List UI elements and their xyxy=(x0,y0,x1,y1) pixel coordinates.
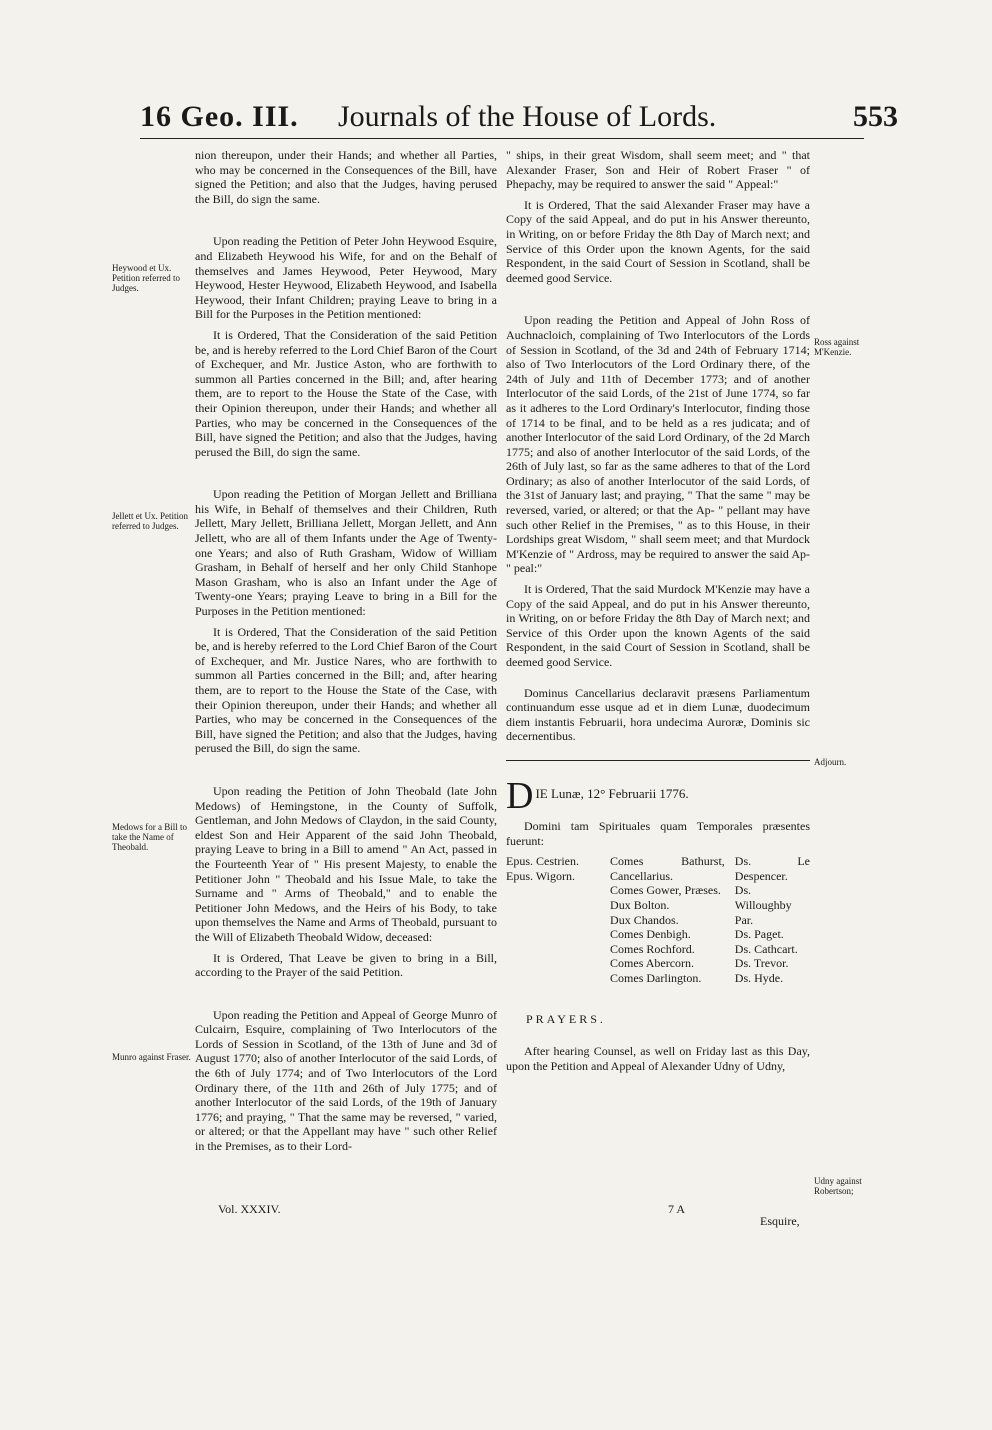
margin-note-heywood: Heywood et Ux. Petition referred to Judges. xyxy=(112,263,180,293)
die-heading xyxy=(506,779,810,813)
paragraph: " ships, in their great Wisdom, shall seem meet; and " that Alexander Fraser, Son and Heir of Robert Fraser " of Phepachy, may be required to answer the said " Appeal:" xyxy=(506,148,810,192)
margin-note-adjourn: Adjourn. xyxy=(814,757,847,767)
catchword: Esquire, xyxy=(760,1214,800,1228)
header-rule xyxy=(140,138,864,139)
paragraph: It is Ordered, That the Consideration of the said Petition be, and is hereby referred to the Lord Chief Baron of the Court of Exchequer, and Mr. Justice Nares, who are forthwith to summon all Parties concerned in the Bill; and, after hearing them, are to report to the House the State of the Case, with their Opinion thereupon, under their Hands; and whether all Parties, who may be concerned in the Consequences of the Bill, have signed the Petition; and also that the Judges, having perused the Bill, do sign the same. xyxy=(195,624,497,756)
header-regnal-year: 16 Geo. III. xyxy=(140,100,299,133)
paragraph: Upon reading the Petition of John Theobald (late John Medows) of Hemingstone, in the County of Suffolk, Gentleman, and John Medows of Claydon, in the said County, eldest Son and Heir Apparent of the said John Theobald, praying Leave to bring in a Bill to amend " An Act, passed in the Fourteenth Year of " His present Majesty, to enable the Petitioner John " Theobald and his Issue Male, to take the Surname and " Arms of Theobald," and to enable the Petitioner John Medows, and the Heirs of his Body, to take upon themselves the Name and Arms of Theobald, pursuant to the Will of Elizabeth Theobald Widow, deceased: xyxy=(195,783,497,944)
paragraph: Upon reading the Petition and Appeal of John Ross of Auchnacloich, complaining of Two Interlocutors of the Lords of Session in Scotland, of the 3d and 24th of February 1714; also of Two Interlocutors of the Lord Ordinary there, of the 24th of July and 11th of December 1773; and of another Interlocutor of the said Lords, of the 21st of June 1774, so far as it adheres to the Lord Ordinary's Interlocutor, finding those of 1714 to be final, and to be held as a res judicata; and of another Interlocutor of the said Lord Ordinary, of the 2d March 1775; and also of another Interlocutor of the said Lords, of the 26th of July last, so far as the same adheres to that of the Lord Ordinary; as also of another Interlocutor of the said Lords, of the 31st of January last; and praying, " That the same " may be reversed, varied, or altered; or that the Ap- " pellant may have such other Relief in the Premises, " as to this House, in their Lordships great Wisdom, " shall seem meet; and that Murdock M'Kenzie of " Ardross, may be required to answer the said Ap- " peal:" xyxy=(506,313,810,576)
paragraph: Upon reading the Petition and Appeal of George Munro of Culcairn, Esquire, complaining of Two Interlocutors of the Lords of Session in Scotland, of the 13th of June and 3d of August 1770; also of another Interlocutor of the said Lords, of the 6th of July 1774; and of Two Interlocutors of the Lord Ordinary there, of the 11th and 26th of July 1775; and of another Interlocutor of the said Lords, of the 19th of January 1776; and praying, " That the same may be reversed, " varied, or altered; or that the Appellant may have " such other Relief in the Premises, as to their Lord- xyxy=(195,1007,497,1154)
paragraph: Upon reading the Petition of Peter John Heywood Esquire, and Elizabeth Heywood his Wife, for and on the Behalf of themselves and James Heywood, Peter Heywood, Mary Heywood, Hester Heywood, Elizabeth Heywood, and Isabella Heywood, their Infant Children; praying Leave to bring in a Bill for the Purposes in the Petition mentioned: xyxy=(195,234,497,322)
roster-earls: Comes Bathurst, Cancellarius. Comes Gower, Præses. Dux Bolton. Dux Chandos. Comes Denbigh. Comes Rochford. Comes Abercorn. Comes Darlington. xyxy=(610,854,725,985)
margin-note-medows: Medows for a Bill to take the Name of Theobald. xyxy=(112,822,187,852)
margin-note-jellett: Jellett et Ux. Petition referred to Judges. xyxy=(112,511,188,531)
margin-note-munro: Munro against Fraser. xyxy=(112,1052,191,1062)
paragraph: Upon reading the Petition of Morgan Jellett and Brilliana his Wife, in Behalf of themselves and their Children, Ruth Jellett, Mary Jellett, Brilliana Jellett, Morgan Jellett, and Ann Jellett, who are all of them Infants under the Age of Twenty-one Years; and also of Ruth Grasham, Widow of William Grasham, in Behalf of herself and her only Child Stanhope Mason Grasham, who is also an Infant under the Age of Twenty-one Years; praying Leave to bring in a Bill for the Purposes in the Petition mentioned: xyxy=(195,487,497,619)
attendance-roster xyxy=(506,854,810,985)
prayers-heading: PRAYERS. xyxy=(526,1011,606,1026)
left-column xyxy=(195,148,497,1160)
right-column xyxy=(506,148,810,1079)
adjournment-paragraph: Dominus Cancellarius declaravit præsens Parliamentum continuandum esse usque ad et in diem Lunæ, duodecimum diem instantis Februarii, hora undecima Auroræ, Dominis sic decernentibus. xyxy=(506,685,810,744)
paragraph: It is Ordered, That the said Murdock M'Kenzie may have a Copy of the said Appeal, and do put in his Answer thereunto, in Writing, on or before Friday the 8th Day of March next; and Service of this Order upon the known Agents of the said Respondent, in the said Court of Session in Scotland, shall be deemed good Service. xyxy=(506,582,810,669)
header-title: Journals of the House of Lords. xyxy=(338,100,717,133)
paragraph: It is Ordered, That Leave be given to bring in a Bill, according to the Prayer of the said Petition. xyxy=(195,950,497,980)
paragraph: It is Ordered, That the said Alexander Fraser may have a Copy of the said Appeal, and do put in his Answer thereunto, in Writing, on or before Friday the 8th Day of March next; and Service of this Order upon the known Agents, for the said Respondent, in the said Court of Session in Scotland, shall be deemed good Service. xyxy=(506,197,810,285)
signature-mark: 7 A xyxy=(668,1202,686,1216)
margin-note-ross: Ross against M'Kenzie. xyxy=(814,337,860,357)
page-number: 553 xyxy=(853,100,898,133)
drop-cap: D xyxy=(506,778,534,813)
volume-footer: Vol. XXXIV. xyxy=(218,1202,281,1216)
prayers-paragraph: After hearing Counsel, as well on Friday last as this Day, upon the Petition and Appeal of Alexander Udny of Udny, xyxy=(506,1044,810,1073)
present-line: Domini tam Spirituales quam Temporales præsentes fuerunt: xyxy=(506,818,810,848)
die-heading-text: IE Lunæ, 12° Februarii 1776. xyxy=(535,785,689,801)
roster-bishops: Epus. Cestrien. Epus. Wigorn. xyxy=(506,854,579,883)
section-divider xyxy=(506,760,810,761)
paragraph: It is Ordered, That the Consideration of the said Petition be, and is hereby referred to the Lord Chief Baron of the Court of Exchequer, and Mr. Justice Aston, who are forthwith to summon all Parties concerned in the Bill; and, after hearing them, are to report to the House the State of the Case, with their Opinion thereupon, under their Hands; and whether all Parties, who may be concerned in the Consequences of the Bill, have signed the Petition; and also that the Judges, having perused the Bill, do sign the same. xyxy=(195,327,497,459)
roster-barons: Ds. Le Despencer. Ds. Willoughby Par. Ds. Paget. Ds. Cathcart. Ds. Trevor. Ds. Hyde. xyxy=(734,854,811,985)
margin-note-udny: Udny against Robertson; xyxy=(814,1176,862,1196)
paragraph: nion thereupon, under their Hands; and whether all Parties, who may be concerned in the Consequences of the Bill, have signed the Petition; and also that the Judges, having perused the Bill, do sign the same. xyxy=(195,148,497,206)
